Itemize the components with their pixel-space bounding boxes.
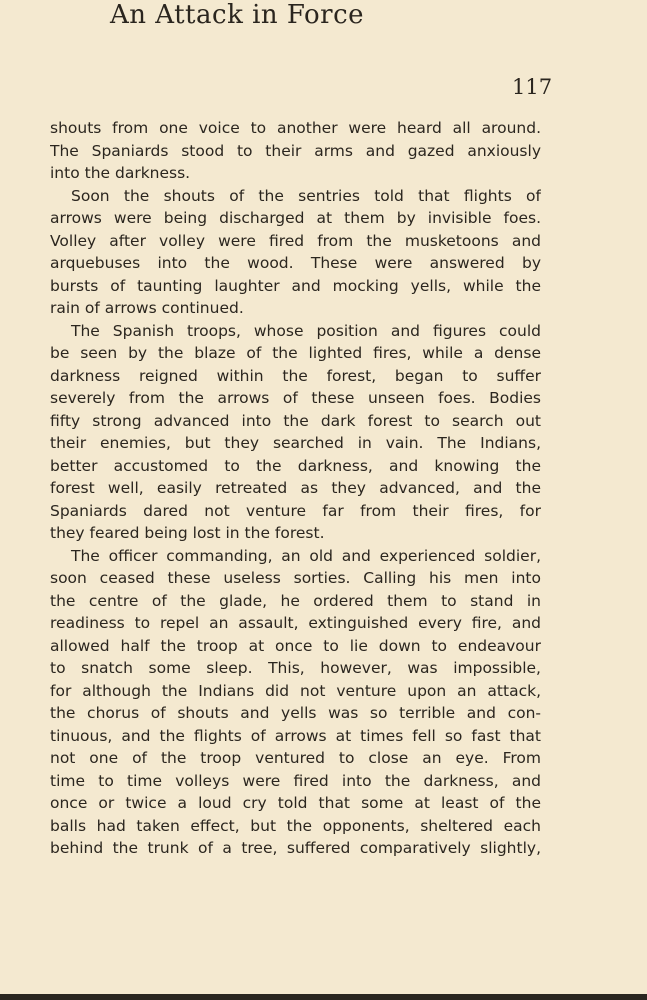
text-line: for although the Indians did not venture upon an attack, [50,681,541,700]
running-title: An Attack in Force [110,0,365,30]
text-line: fifty strong advanced into the dark forest to search out [50,411,541,430]
text-line: shouts from one voice to another were heard all around. [50,119,541,137]
text-line: Soon the shouts of the sentries told that flights of [71,186,541,205]
text-line: darkness reigned within the forest, began to suffer [50,366,541,385]
text-line: into the darkness. [50,164,191,182]
text-line: severely from the arrows of these unseen foes. Bodies [50,389,541,407]
text-line: readiness to repel an assault, extinguished every fire, and [50,614,541,632]
text-line: better accustomed to the darkness, and knowing the [50,456,541,475]
text-line: arrows were being discharged at them by invisible foes. [50,209,541,227]
text-line: The officer commanding, an old and experienced soldier, [71,546,541,565]
text-line: the centre of the glade, he ordered them to stand in [50,591,541,610]
page-number: 117 [512,75,553,99]
text-line: they feared being lost in the forest. [50,524,325,542]
text-line: the chorus of shouts and yells was so terrible and con- [50,704,541,722]
text-line: The Spaniards stood to their arms and gazed anxiously [50,141,541,160]
page-bottom-edge [0,994,647,1000]
text-line: Spaniards dared not venture far from their fires, for [50,501,541,520]
text-line: tinuous, and the flights of arrows at times fell so fast that [50,726,541,745]
text-line: Volley after volley were fired from the musketoons and [50,231,541,250]
text-line: time to time volleys were fired into the darkness, and [50,771,541,790]
text-line: once or twice a loud cry told that some at least of the [50,794,541,812]
text-line: be seen by the blaze of the lighted fires, while a dense [50,344,541,362]
text-line: forest well, easily retreated as they advanced, and the [50,479,541,497]
body-text [50,117,541,860]
text-line: to snatch some sleep. This, however, was impossible, [50,659,541,677]
text-line: rain of arrows continued. [50,299,244,317]
text-line: bursts of taunting laughter and mocking yells, while the [50,276,541,295]
text-line: allowed half the troop at once to lie down to endeavour [50,636,541,655]
text-line: not one of the troop ventured to close an eye. From [50,749,541,767]
text-line: soon ceased these useless sorties. Calling his men into [50,569,541,587]
text-line: their enemies, but they searched in vain. The Indians, [50,434,541,452]
text-line: arquebuses into the wood. These were answered by [50,254,541,272]
text-line: The Spanish troops, whose position and figures could [71,321,541,340]
text-line: balls had taken effect, but the opponents, sheltered each [50,816,541,835]
text-line: behind the trunk of a tree, suffered comparatively slightly, [50,839,541,857]
